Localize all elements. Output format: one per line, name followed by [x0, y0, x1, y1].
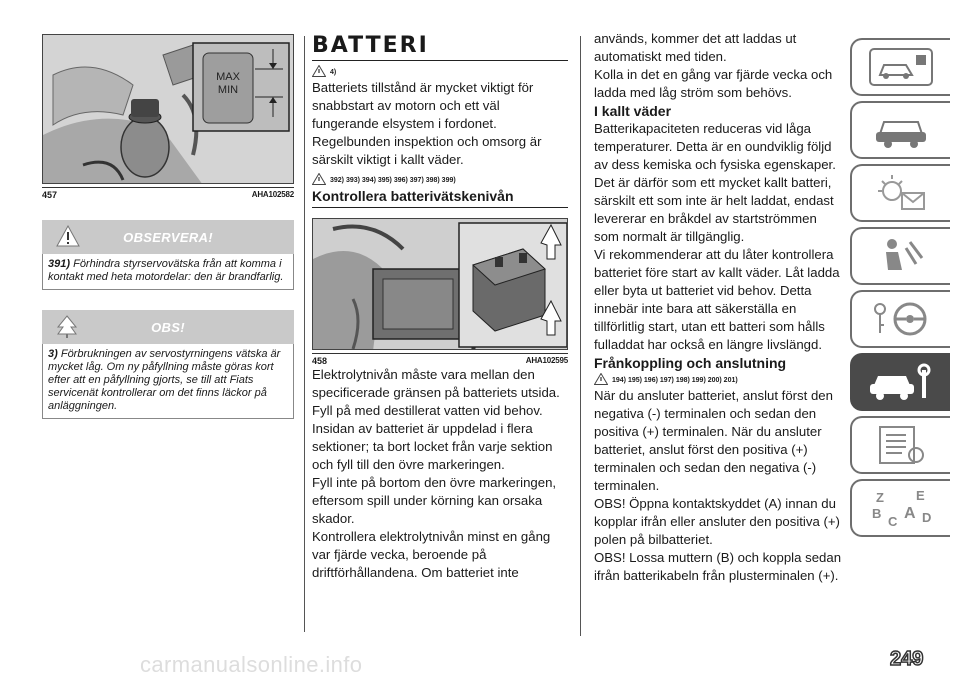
car-dashboard-icon: [866, 108, 936, 152]
tab-dashboard[interactable]: [850, 101, 950, 159]
battery-paragraph-3: Fyll inte på bortom den övre markeringen, eftersom spill under körning kan orsaka skador.: [312, 475, 557, 526]
index-letter: A: [904, 505, 916, 522]
battery-heading: BATTERI: [312, 34, 568, 61]
car-wrench-icon: [866, 360, 936, 404]
page-number: 249: [890, 648, 924, 670]
note-ref: 3): [48, 348, 58, 360]
battery-refs: 392) 393) 394) 395) 396) 397) 398) 399): [330, 176, 456, 184]
max-label: MAX: [216, 71, 240, 83]
disconnect-heading: Frånkoppling och anslutning: [594, 355, 787, 371]
index-letter: Z: [876, 490, 884, 505]
warning-triangle-icon: [56, 225, 80, 252]
col3-paragraph-5: När du ansluter batteriet, anslut först den negativa (-) terminalen och sedan den positiva (+) terminalen. När du ansluter batteriet, anslut först den positiva (+) terminalen och sedan den negativa (-) terminalen.: [594, 388, 833, 493]
battery-paragraph-1: Batteriets tillstånd är mycket viktigt för snabbstart av motorn och ett väl fungerande elsystem i fordonet. Regelbunden inspektion och omsorg är särskilt viktigt i kallt väder.: [312, 80, 542, 167]
col3-paragraph-2: Kolla in det en gång var fjärde vecka och ladda med låg ström som behövs.: [594, 67, 833, 100]
figure-number: 457: [42, 190, 58, 200]
alphabet-index-icon: [866, 486, 936, 530]
disconnect-ref-line: [594, 373, 842, 387]
column-divider: [304, 36, 305, 632]
figure-458-image: [312, 218, 568, 350]
note-header: [42, 310, 294, 344]
car-info-icon: [866, 45, 936, 89]
note-title: OBS!: [151, 319, 185, 335]
note-body: Förbrukningen av servostyrningens vätska är mycket låg. Om ny påfyllning måste göras kort efter att en påfyllning gjorts, se till att Fiats servicenät kontrollerar om det finns läckor på anläggningen.: [48, 348, 281, 412]
power-steering-reservoir-illustration: [43, 35, 294, 184]
tab-specifications[interactable]: [850, 416, 950, 474]
index-letter: B: [872, 506, 882, 521]
environment-icon: [56, 315, 78, 344]
specifications-list-icon: [866, 423, 936, 467]
tab-index[interactable]: [850, 479, 950, 537]
col3-paragraph-6: OBS! Öppna kontaktskyddet (A) innan du kopplar ifrån eller ansluter den positiva (+) polen på bilbatteriet.: [594, 496, 840, 547]
col3-paragraph-3: Batterikapaciteten reduceras vid låga temperaturer. Detta är en oundviklig följd av dess kemiska och fysiska egenskaper. Det är därför som ett mycket kallt batteri, särskilt ett som inte är helt laddat, endast levererar en bråkdel av startströmmen som normalt är tillgänglig.: [594, 121, 836, 244]
col3-paragraph-4: Vi rekommenderar att du låter kontrollera batteriet före start av kallt väder. Låt ladda eller byta ut batteriet vid behov. Detta innebär inte bara att säkerställa en tillförlitlig start, utan ett batteri som hålls fulladdat har också en längre livslängd.: [594, 247, 840, 352]
figure-457-caption: [42, 187, 294, 200]
battery-paragraph-2: Elektrolytnivån måste vara mellan den specificerade gränsen på batteriets utsida. Fyll på med destillerat vatten vid behov. Insidan av batteriet är uppdelad i flera sektioner; ta bort locket från varje sektion och fyll till den övre markeringen.: [312, 367, 560, 472]
index-letter: C: [888, 514, 898, 529]
warning-small-icon: [594, 373, 608, 387]
tab-lights-messages[interactable]: [850, 164, 950, 222]
cold-weather-heading: I kallt väder: [594, 103, 672, 119]
battery-paragraph-4: Kontrollera elektrolytnivån minst en gång var fjärde vecka, beroende på driftförhållandena. Om batteriet inte: [312, 529, 551, 580]
chapter-tabs: [850, 38, 950, 542]
column-2: [312, 34, 568, 582]
tab-safety[interactable]: [850, 227, 950, 285]
warning-ref: 391): [48, 258, 71, 270]
light-message-icon: [866, 171, 936, 215]
figure-457-image: [42, 34, 294, 184]
note-box: [42, 310, 294, 419]
tab-maintenance[interactable]: [850, 353, 950, 411]
battery-ref-line-2: [312, 173, 568, 187]
battery-ref: 4): [330, 68, 337, 76]
tab-starting-driving[interactable]: [850, 290, 950, 348]
disconnect-refs: 194) 195) 196) 197) 198) 199) 200) 201): [612, 376, 738, 384]
battery-illustration: [313, 219, 568, 350]
seat-airbag-icon: [866, 234, 936, 278]
warning-text: [42, 254, 294, 290]
figure-code: AHA102582: [251, 190, 294, 199]
warning-small-icon: [312, 65, 326, 79]
level-heading: Kontrollera batterivätskenivån: [312, 187, 568, 208]
index-letter: D: [922, 510, 932, 525]
column-3: [594, 30, 842, 585]
warning-header: [42, 220, 294, 254]
column-divider: [580, 36, 581, 636]
index-letter: E: [916, 488, 925, 503]
min-label: MIN: [217, 84, 239, 96]
watermark: carmanualsonline.info: [140, 652, 363, 677]
col3-paragraph-7: OBS! Lossa muttern (B) och koppla sedan ifrån batterikabeln från plusterminalen (+).: [594, 550, 842, 583]
warning-title: OBSERVERA!: [123, 229, 213, 245]
warning-body: Förhindra styrservovätska från att komma i kontakt med heta motordelar: den är brandfarlig.: [48, 258, 284, 283]
column-1: [42, 34, 294, 419]
figure-code: AHA102595: [525, 356, 568, 365]
tab-vehicle-info[interactable]: [850, 38, 950, 96]
warning-box: [42, 220, 294, 290]
figure-number: 458: [312, 356, 328, 366]
battery-ref-line: [312, 65, 568, 79]
col3-paragraph-1: används, kommer det att laddas ut automatiskt med tiden.: [594, 31, 797, 64]
figure-458-caption: [312, 353, 568, 366]
note-text: [42, 344, 294, 419]
key-steering-wheel-icon: [866, 297, 936, 341]
warning-small-icon: [312, 173, 326, 187]
